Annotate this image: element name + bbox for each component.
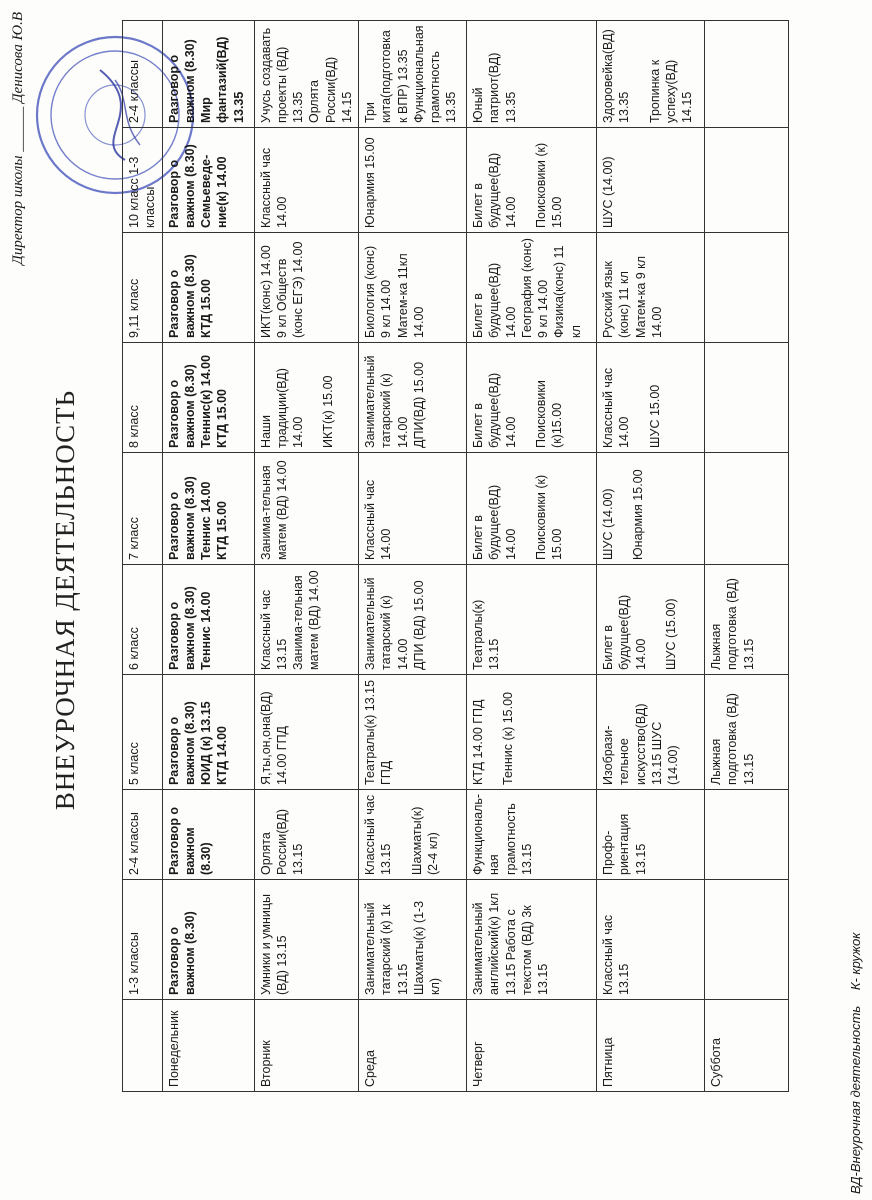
cell-text: Юнармия 15.00 xyxy=(363,137,377,228)
cell-text: Классный час 14.00 xyxy=(258,147,289,228)
cell-text xyxy=(708,794,722,875)
schedule-cell xyxy=(597,674,705,789)
column-header: 7 класс xyxy=(123,452,163,564)
cell-text: Орлята России(ВД) 13.15 xyxy=(258,808,305,875)
cell-text: ШУС (15.00) xyxy=(663,598,678,670)
cell-text: Билет в будущее(ВД) 14.00 xyxy=(601,594,648,670)
cell-text: Учусь создавать проекты (ВД) 13.35 xyxy=(258,27,305,123)
cell-text xyxy=(486,679,500,785)
cell-text: Разговор о важном (8.30) КТД 15.00 xyxy=(166,254,213,338)
column-header: 5 класс xyxy=(123,674,163,789)
cell-text: Шахматы(к) (2-4 кл) xyxy=(409,806,440,875)
cell-text: Я,ты,он,она(ВД) 14.00 ГПД xyxy=(258,691,289,785)
cell-text: Наши традиции(ВД) 14.00 xyxy=(258,368,305,448)
schedule-cell xyxy=(254,789,359,879)
cell-text: Разговор о важном (8.30) xyxy=(166,806,213,875)
schedule-cell xyxy=(705,789,789,879)
cell-text: Функциональная грамотность 13.35 xyxy=(411,25,459,123)
schedule-cell xyxy=(597,127,705,232)
cell-text: Профо-риентация 13.15 xyxy=(601,813,648,875)
cell-text: Физика(конс) 11 кл xyxy=(552,245,583,338)
cell-text: Разговор о важном (8.30) Теннис 14.00 xyxy=(166,586,213,670)
table-row xyxy=(705,21,789,1092)
cell-text: Билет в будущее(ВД) 14.00 xyxy=(471,484,518,560)
schedule-cell xyxy=(467,127,597,232)
cell-text: Биология (конс) 9 кл 14.00 xyxy=(363,245,394,338)
cell-text: Орлята России(ВД) 14.15 xyxy=(307,56,354,123)
cell-text: Билет в будущее(ВД) 14.00 xyxy=(471,372,518,448)
cell-text xyxy=(395,794,409,875)
schedule-cell xyxy=(359,342,467,452)
cell-text: Умники и умницы (ВД) 13.15 xyxy=(258,894,289,995)
cell-text: КТД 14.00 ГПД xyxy=(471,699,485,785)
schedule-cell xyxy=(705,342,789,452)
table-row xyxy=(597,21,705,1092)
cell-text: Билет в будущее(ВД) 14.00 xyxy=(471,152,518,228)
cell-text: Юнармия 15.00 xyxy=(631,469,646,560)
cell-text: Юный патриот(ВД) 13.35 xyxy=(471,52,518,123)
schedule-cell xyxy=(705,674,789,789)
cell-text: Здоровейка(ВД) 13.35 xyxy=(601,29,632,123)
cell-text: Занимательный английский(к) 1кл 13.15 Работа с текстом (ВД) 3к 13.15 xyxy=(471,892,550,995)
table-row xyxy=(467,21,597,1092)
schedule-cell xyxy=(162,674,254,789)
cell-text: Занимательный татарский (к) 14.00 xyxy=(363,355,410,448)
schedule-cell xyxy=(254,564,359,674)
column-header: 8 класс xyxy=(123,342,163,452)
schedule-cell xyxy=(254,880,359,1000)
cell-text xyxy=(306,347,320,448)
schedule-cell xyxy=(597,880,705,1000)
cell-text: Изобрази-тельное искусство(ВД) 13.15 ШУС (14.00) xyxy=(601,703,680,785)
schedule-cell xyxy=(705,21,789,128)
cell-text: Лыжная подготовка (ВД) 13.15 xyxy=(709,578,756,670)
schedule-cell xyxy=(359,789,467,879)
cell-text: ШУС 15.00 xyxy=(647,384,662,448)
day-cell: Среда xyxy=(359,1000,467,1092)
schedule-cell xyxy=(359,564,467,674)
schedule-cell xyxy=(359,127,467,232)
schedule-cell xyxy=(705,127,789,232)
legend-vd: ВД-Внеурочная деятельность xyxy=(848,1005,863,1194)
schedule-cell xyxy=(597,21,705,128)
schedule-cell xyxy=(467,674,597,789)
cell-text xyxy=(708,884,722,995)
day-cell: Вторник xyxy=(254,1000,359,1092)
schedule-cell xyxy=(597,789,705,879)
schedule-cell xyxy=(467,880,597,1000)
schedule-cell xyxy=(467,789,597,879)
cell-text: Классный час 13.15 xyxy=(363,794,394,875)
cell-text: Билет в будущее(ВД) 14.00 xyxy=(471,262,518,338)
schedule-cell xyxy=(467,452,597,564)
schedule-cell xyxy=(254,674,359,789)
cell-text: Театралы(к) 13.15 xyxy=(471,599,502,670)
cell-text: Занима-тельная матем (ВД) 14.00 xyxy=(258,460,289,560)
schedule-cell xyxy=(254,342,359,452)
column-header: 1-3 классы xyxy=(123,880,163,1000)
cell-text: ШУС (14.00) xyxy=(601,156,615,228)
cell-text xyxy=(616,457,630,560)
cell-text xyxy=(633,25,647,123)
cell-text: Функциональ-ная грамотность 13.15 xyxy=(471,793,534,875)
column-header: 2-4 классы xyxy=(123,789,163,879)
column-header: 10 класс 1-3 классы xyxy=(123,127,163,232)
schedule-cell xyxy=(359,674,467,789)
cell-text: Разговор о важном (8.30) ЮИД (к) 13.15 КТД 14.00 xyxy=(166,701,230,785)
schedule-cell xyxy=(162,789,254,879)
day-cell: Суббота xyxy=(705,1000,789,1092)
cell-text: Поисковики (к) 15.00 xyxy=(533,474,564,560)
schedule-cell xyxy=(597,452,705,564)
cell-text xyxy=(519,132,533,228)
cell-text xyxy=(708,25,722,123)
column-header: 2-4 классы xyxy=(123,21,163,128)
table-row xyxy=(359,21,467,1092)
schedule-table xyxy=(122,20,789,1092)
cell-text: Классный час 13.15 xyxy=(258,589,289,670)
cell-text: ДПИ(ВД) 15.00 xyxy=(411,361,426,448)
director-signature-line: Директор школы ______ Денисова Ю.В xyxy=(10,12,26,265)
schedule-cell xyxy=(705,232,789,342)
schedule-cell xyxy=(467,21,597,128)
column-header xyxy=(123,1000,163,1092)
cell-text xyxy=(633,347,647,448)
cell-text xyxy=(519,457,533,560)
schedule-cell xyxy=(162,880,254,1000)
schedule-cell xyxy=(467,342,597,452)
cell-text: ДПИ (ВД) 15.00 xyxy=(411,580,426,670)
schedule-cell xyxy=(705,880,789,1000)
schedule-cell xyxy=(467,232,597,342)
cell-text: Матем-ка 11кл 14.00 xyxy=(395,253,426,338)
legend-k: К- кружок xyxy=(848,932,863,991)
cell-text: Занимательный татарский (к) 1к 13.15 xyxy=(363,902,410,995)
cell-text: Разговор о важном (8.30) xyxy=(166,911,197,995)
day-cell: Понедельник xyxy=(162,1000,254,1092)
schedule-cell xyxy=(705,452,789,564)
cell-text xyxy=(708,347,722,448)
legend xyxy=(848,921,863,1194)
cell-text: Тропинка к успеху(ВД) 14.15 xyxy=(647,59,694,123)
schedule-cell xyxy=(359,452,467,564)
cell-text: Классный час 14.00 xyxy=(601,367,632,448)
cell-text xyxy=(708,132,722,228)
table-row xyxy=(162,21,254,1092)
table-row xyxy=(254,21,359,1092)
cell-text: Разговор о важном (8.30) Мир фантазий(ВД) 13.35 xyxy=(166,36,246,123)
schedule-cell xyxy=(254,127,359,232)
cell-text: ИКТ(к) 15.00 xyxy=(321,375,336,448)
schedule-cell xyxy=(254,21,359,128)
day-cell: Четверг xyxy=(467,1000,597,1092)
cell-text: Театралы(к) 13.15 ГПД xyxy=(363,679,394,785)
schedule-cell xyxy=(359,880,467,1000)
cell-text: Разговор о важном (8.30) Теннис(к) 14.00 КТД 15.00 xyxy=(166,354,230,448)
schedule-body xyxy=(162,21,789,1092)
cell-text: Поисковики (к) 15.00 xyxy=(533,142,564,228)
cell-text: Теннис (к) 15.00 xyxy=(501,692,516,785)
column-header: 9,11 класс xyxy=(123,232,163,342)
cell-text xyxy=(708,237,722,338)
cell-text: Занима-тельная матем (ВД) 14.00 xyxy=(291,570,322,670)
schedule-cell xyxy=(162,21,254,128)
cell-text: География (конс) 9 кл 14.00 xyxy=(519,238,550,338)
cell-text xyxy=(649,569,663,670)
cell-text: Поисковики (к)15.00 xyxy=(533,380,564,448)
cell-text: ИКТ(конс) 14.00 9 кл Обществ (конс ЕГЭ) 14.00 xyxy=(258,241,305,338)
schedule-cell xyxy=(359,21,467,128)
cell-text: Три кита(подготовка к ВПР) 13.35 xyxy=(363,30,410,123)
schedule-cell xyxy=(597,232,705,342)
cell-text: Разговор о важном (8.30) Теннис 14.00 КТД 15.00 xyxy=(166,476,230,560)
schedule-cell xyxy=(467,564,597,674)
schedule-cell xyxy=(162,452,254,564)
cell-text xyxy=(708,457,722,560)
cell-text: Русский язык (конс) 11 кл Матем-ка 9 кл 14.00 xyxy=(601,255,664,338)
column-header: 6 класс xyxy=(123,564,163,674)
schedule-cell xyxy=(597,564,705,674)
schedule-cell xyxy=(254,452,359,564)
cell-text: Занимательный татарский (к) 14.00 xyxy=(363,577,410,670)
schedule-cell xyxy=(254,232,359,342)
cell-text: Разговор о важном (8.30) Семьеведе-ние(к) 14.00 xyxy=(166,144,230,228)
cell-text: Классный час 14.00 xyxy=(363,479,394,560)
schedule-cell xyxy=(705,564,789,674)
schedule-cell xyxy=(162,127,254,232)
cell-text: ШУС (14.00) xyxy=(601,488,615,560)
schedule-cell xyxy=(162,342,254,452)
schedule-cell xyxy=(597,342,705,452)
page-title: ВНЕУРОЧНАЯ ДЕЯТЕЛЬНОСТЬ xyxy=(50,389,80,811)
schedule-cell xyxy=(359,232,467,342)
header-row xyxy=(123,21,163,1092)
cell-text: Шахматы(к) (1-3 кл) xyxy=(411,900,442,995)
schedule-cell xyxy=(162,232,254,342)
cell-text xyxy=(519,347,533,448)
cell-text: Классный час 13.15 xyxy=(601,914,632,995)
cell-text: Лыжная подготовка (ВД) 13.15 xyxy=(709,693,756,785)
day-cell: Пятница xyxy=(597,1000,705,1092)
schedule-cell xyxy=(162,564,254,674)
